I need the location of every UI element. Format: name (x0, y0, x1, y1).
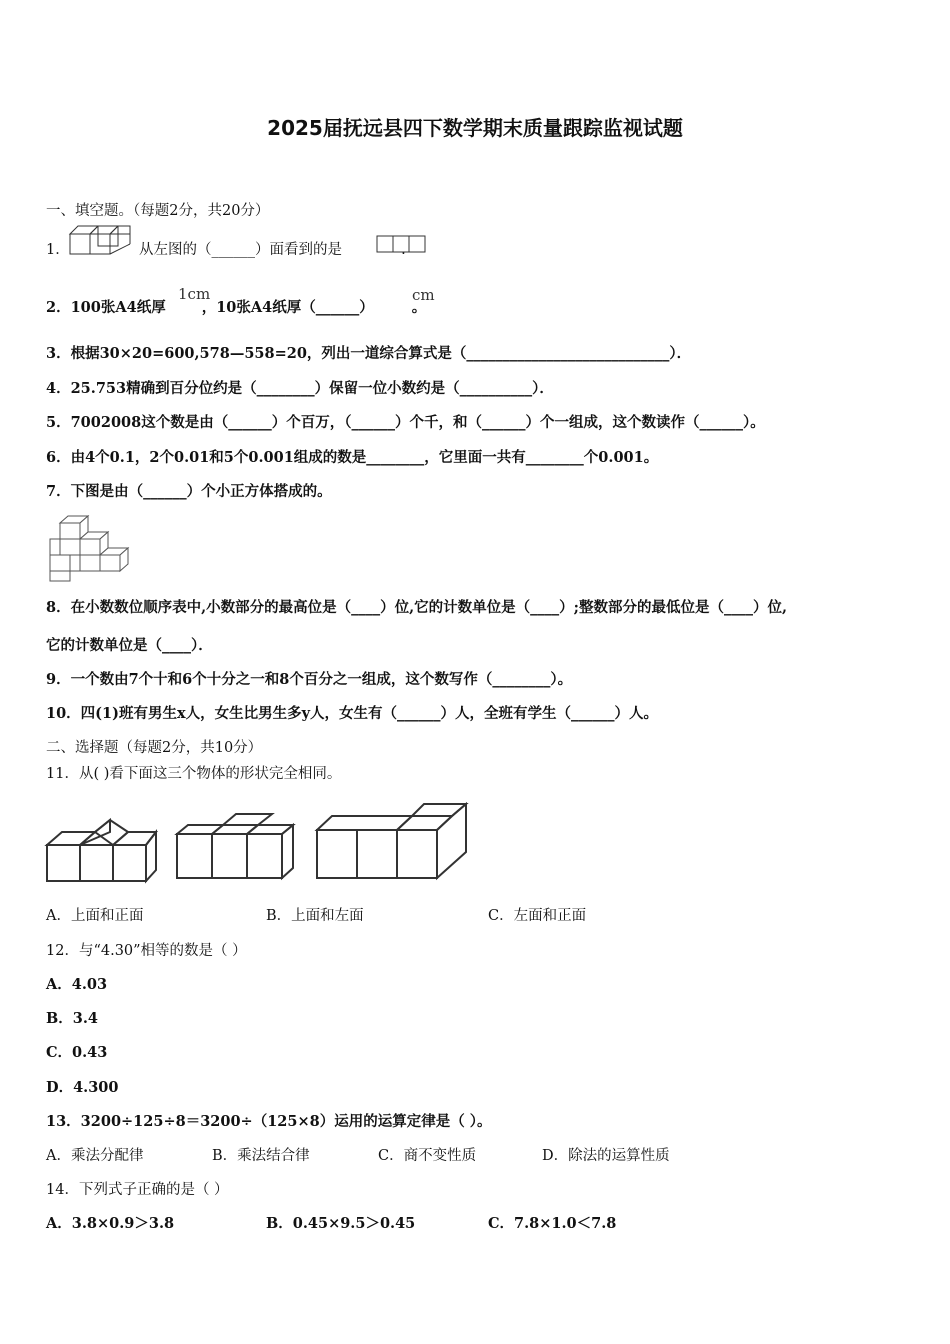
q12-option-d[interactable]: D．4.300 (46, 1079, 119, 1096)
q2-text-c: 。 (411, 299, 427, 316)
q11-option-c[interactable]: C．左面和正面 (488, 908, 587, 924)
q12-option-c[interactable]: C．0.43 (46, 1044, 108, 1061)
q12-option-a[interactable]: A．4.03 (46, 976, 108, 993)
q1-cube-figure (68, 222, 132, 256)
question-10: 10．四(1)班有男生x人，女生比男生多y人，女生有（______）人，全班有学生（______）人。 (46, 705, 659, 722)
question-12: 12．与“4.30”相等的数是（ ） (46, 943, 247, 959)
section-2-heading: 二、选择题（每题2分，共10分） (46, 740, 263, 756)
q13-option-b[interactable]: B．乘法结合律 (212, 1148, 310, 1164)
question-13: 13．3200÷125÷8＝3200÷（125×8）运用的运算定律是（ ）。 (46, 1113, 492, 1130)
question-11: 11．从( )看下面这三个物体的形状完全相同。 (46, 766, 342, 782)
q11-solid-2-figure (174, 812, 298, 884)
question-9: 9．一个数由7个十和6个十分之一和8个百分之一组成，这个数写作（________）。 (46, 671, 573, 688)
q13-option-d[interactable]: D．除法的运算性质 (542, 1148, 670, 1164)
question-4: 4．25.753精确到百分位约是（________）保留一位小数约是（__________）． (46, 380, 554, 397)
section-1-heading: 一、填空题。（每题2分，共20分） (46, 203, 270, 219)
q11-option-a[interactable]: A．上面和正面 (46, 908, 144, 924)
question-2 (46, 298, 426, 318)
q2-unit-a: 1cm (178, 285, 211, 303)
q1-number: 1． (46, 242, 70, 258)
q2-unit-b: cm (412, 286, 435, 304)
q12-option-b[interactable]: B．3.4 (46, 1010, 98, 1027)
q14-option-c[interactable]: C．7.8×1.0＜7.8 (488, 1215, 617, 1232)
q13-option-a[interactable]: A．乘法分配律 (46, 1148, 144, 1164)
q13-option-c[interactable]: C．商不变性质 (378, 1148, 477, 1164)
question-5: 5．7002008这个数是由（______）个百万，（______）个千，和（______）个一组成，这个数读作（______）。 (46, 414, 765, 431)
q14-option-a[interactable]: A．3.8×0.9＞3.8 (46, 1215, 175, 1232)
question-7: 7．下图是由（______）个小正方体搭成的。 (46, 483, 332, 500)
q2-text-b: ，10张A4纸厚（______） (201, 299, 374, 316)
q1-text-b: . (401, 242, 406, 258)
q11-solid-1-figure (44, 812, 160, 884)
q1-answer-view-figure (376, 235, 428, 253)
page-title: 2025届抚远县四下数学期末质量跟踪监视试题 (267, 116, 683, 140)
question-6: 6．由4个0.1，2个0.01和5个0.001组成的数是________，它里面一共有________个0.001。 (46, 449, 659, 466)
q7-cube-stack-figure (46, 515, 132, 583)
question-8-line-2: 它的计数单位是（____）． (46, 637, 213, 654)
q2-text-a: 100张A4纸厚 (70, 299, 166, 316)
question-3: 3．根据30×20=600,578—558=20，列出一道综合算式是（____________________________）． (46, 345, 692, 362)
q11-solid-3-figure (314, 800, 474, 884)
q2-number: 2． (46, 299, 71, 316)
question-8-line-1: 8．在小数数位顺序表中,小数部分的最高位是（____）位,它的计数单位是（____）;整数部分的最低位是（____）位, (46, 599, 788, 616)
question-14: 14．下列式子正确的是（ ） (46, 1182, 229, 1198)
q1-text-a: 从左图的（______）面看到的是 (138, 242, 342, 258)
q11-option-b[interactable]: B．上面和左面 (266, 908, 364, 924)
q14-option-b[interactable]: B．0.45×9.5＞0.45 (266, 1215, 416, 1232)
